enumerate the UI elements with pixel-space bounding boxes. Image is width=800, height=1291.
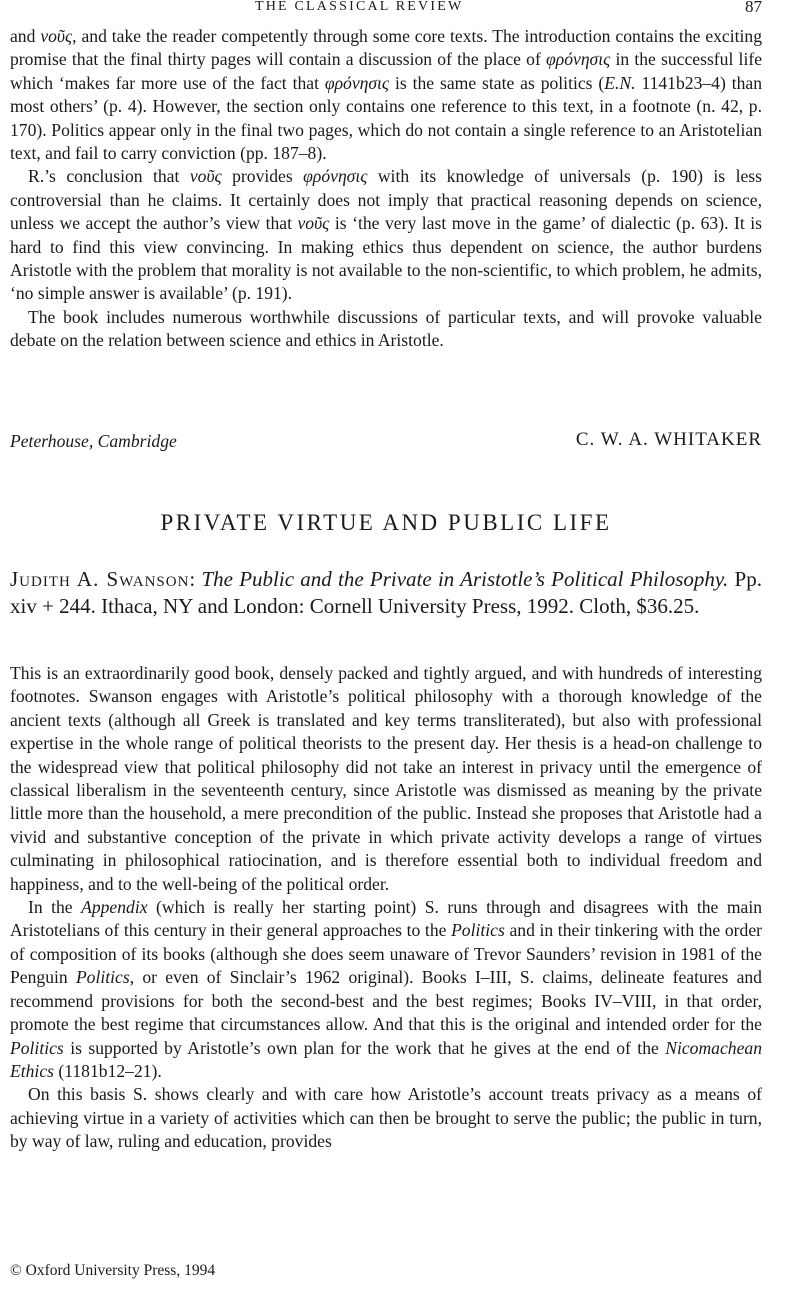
text-run: : xyxy=(189,567,202,591)
text-run: (which is really her starting point) S. runs through and disagrees with the main Aristotelians of this century in their general approaches to the xyxy=(10,897,763,941)
italic-text: νοῦς xyxy=(40,26,73,46)
text-run: 1141b23–4) than most others’ (p. 4). However, the section only contains one reference to this text, in a footnote (n. 42, p. 170). Politics appear only in the final two pages, which do not contain a single reference to an Aristotelian text, and fail to carry conviction (pp. 187–8). xyxy=(10,72,762,164)
paragraph xyxy=(10,896,762,1083)
paragraph xyxy=(10,306,762,353)
reviewer-name: C. W. A. WHITAKER xyxy=(575,429,762,450)
text-run: and xyxy=(10,26,41,46)
text-run: R.’s conclusion that xyxy=(28,166,190,187)
text-run: This is an extraordinarily good book, densely packed and tightly argued, and with hundreds of interesting footnotes. Swanson engages with Aristotle’s political philosophy with a thorough knowledge of the ancient texts (although all Greek is translated and key terms transliterated), but also with professional expertise in the whole range of political theorists to the present day. Her thesis is a head-on challenge to the widespread view that political philosophy did not take an interest in privacy until the emergence of classical liberalism in the seventeenth century, since Aristotle was dismissed as meaning by the private little more than the household, a mere precondition of the public. Instead she proposes that Aristotle had a vivid and substantive conception of the private in which private activity develops a range of virtues culminating in philosophical ratiocination, and is therefore essential both to individual freedom and happiness, and to the well-being of the political order. xyxy=(10,663,762,894)
text-run: The book includes numerous worthwhile discussions of particular texts, and will provoke valuable debate on the relation between science and ethics in Aristotle. xyxy=(10,306,762,351)
text-run: (1181b12–21). xyxy=(53,1060,162,1081)
italic-text: φρόνησις xyxy=(324,72,390,93)
previous-review-text xyxy=(10,25,762,353)
copyright-notice: © Oxford University Press, 1994 xyxy=(10,1262,216,1279)
reviewer-signature xyxy=(10,431,762,457)
review-title: PRIVATE VIRTUE AND PUBLIC LIFE xyxy=(160,510,612,535)
running-head xyxy=(10,0,762,19)
text-run: with its knowledge of universals (p. 190) is less controversial than he claims. It certainly does not imply that practical reasoning depends on science, unless we accept the author’s view that xyxy=(10,166,762,234)
paragraph xyxy=(10,662,762,896)
paragraph xyxy=(10,165,762,305)
italic-text: The Public and the Private in Aristotle’s Political Philosophy. xyxy=(201,567,729,591)
text-run: in the successful life which ‘makes far more use of the fact that xyxy=(10,49,762,93)
text-run: , and take the reader competently through some core texts. The introduction contains the exciting promise that the final thirty pages will contain a discussion of the place of xyxy=(10,26,763,70)
review-body-text xyxy=(10,662,762,1154)
text-run: On this basis S. shows clearly and with care how Aristotle’s account treats privacy as a means of achieving virtue in a variety of activities which can then be brought to serve the public; the public in turn, by way of law, ruling and education, provides xyxy=(10,1084,762,1152)
italic-text: φρόνησις xyxy=(546,49,611,70)
italic-text: Politics xyxy=(451,920,505,941)
text-run: Pp. xiv + 244. Ithaca, NY and London: Cornell University Press, 1992. Cloth, $36.25. xyxy=(10,567,762,618)
paragraph xyxy=(10,1083,762,1153)
page-number: 87 xyxy=(745,0,762,16)
text-run: In the xyxy=(28,897,82,918)
text-run: provides xyxy=(221,166,304,187)
author-name: Judith A. Swanson xyxy=(10,567,190,591)
reviewer-institution: Peterhouse, Cambridge xyxy=(10,431,177,451)
text-run: and in their tinkering with the order of composition of its books (although she does seem unaware of Trevor Saunders’ revision in 1981 of the Penguin xyxy=(10,920,762,988)
italic-text: φρόνησις xyxy=(303,166,368,187)
text-run: is ‘the very last move in the game’ of dialectic (p. 63). It is hard to find this view convincing. In making ethics thus dependent on science, the author burdens Aristotle with the problem that morality is not available to the non-scientific, to which problem, he admits, ‘no simple answer is available’ (p. 191). xyxy=(10,213,762,304)
journal-title: THE CLASSICAL REVIEW xyxy=(255,0,464,14)
italic-text: E.N. xyxy=(604,72,636,93)
paragraph xyxy=(10,25,762,165)
text-run: is supported by Aristotle’s own plan for the work that he gives at the end of the xyxy=(63,1037,666,1058)
text-run: is the same state as politics ( xyxy=(389,72,605,93)
italic-text: Politics xyxy=(75,967,130,988)
italic-text: Nicomachean Ethics xyxy=(10,1037,762,1081)
italic-text: νοῦς xyxy=(297,213,330,234)
italic-text: νοῦς xyxy=(189,166,222,187)
italic-text: Politics xyxy=(10,1037,64,1058)
italic-text: Appendix xyxy=(81,897,148,918)
book-citation xyxy=(10,566,762,620)
text-run: , or even of Sinclair’s 1962 original). Books I–III, S. claims, delineate features and recommend provisions for both the second-best and the best regimes; Books IV–VIII, in that order, promote the best regime that circumstances allow. And that this is the original and intended order for the xyxy=(10,967,762,1035)
